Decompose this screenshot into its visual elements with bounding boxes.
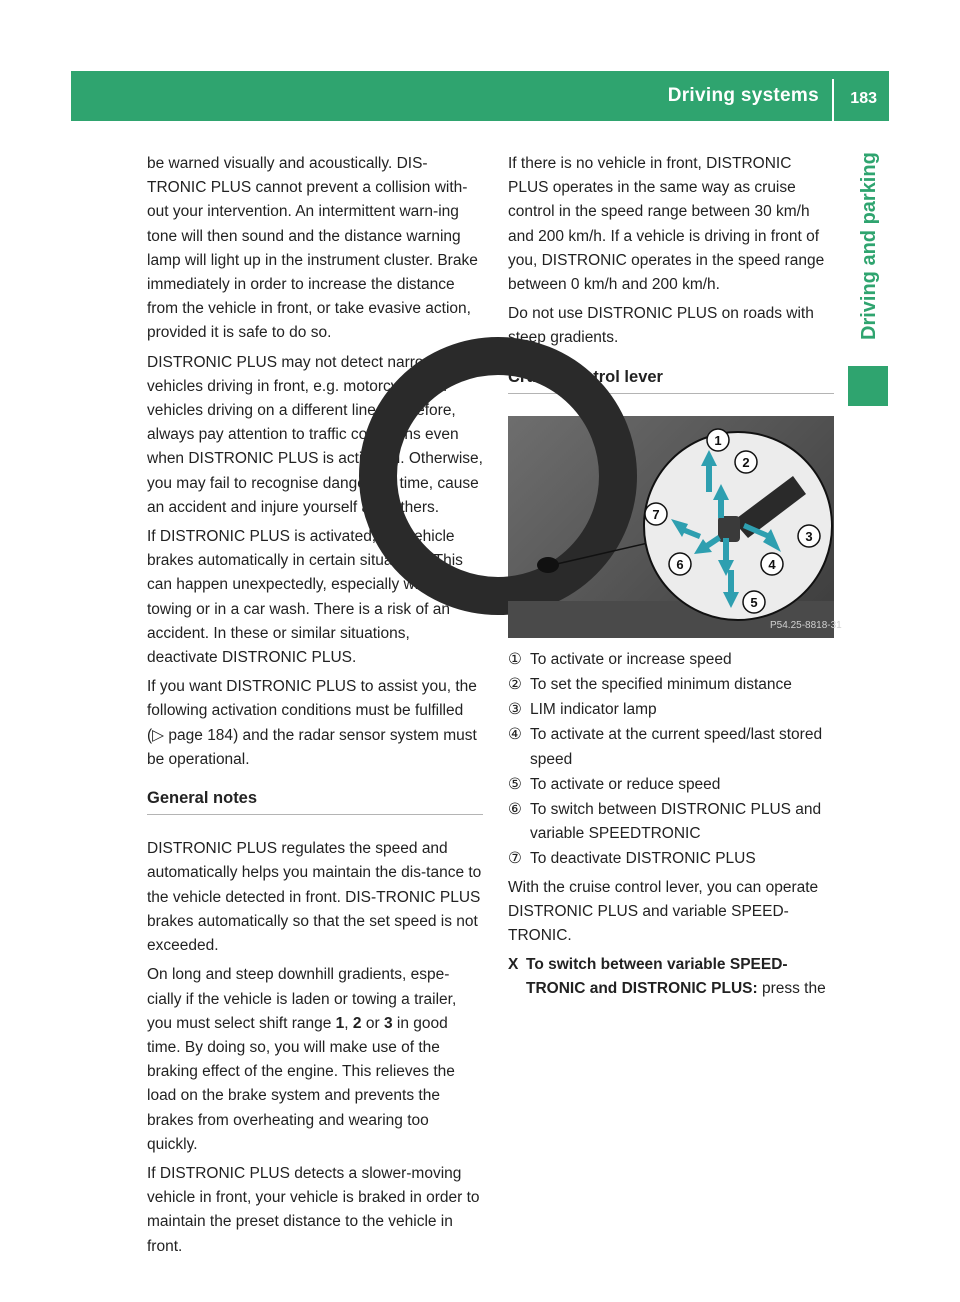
paragraph: On long and steep downhill gradients, espe-cially if the vehicle is laden or towing a trailer, you must select shift range 1, 2 or 3 in good time. By doing so, you will make use of the braking effect of the engine. This relieves the load on the brake system and prevents the brakes from overheating and wearing too quickly. [147,966,457,1153]
legend-item: ③ LIM indicator lamp [508,701,657,719]
marker-3-label: 3 [805,528,813,544]
arrow-right-icon: ▷ [152,726,165,744]
cruise-control-lever-figure [508,416,842,638]
legend-list [508,648,834,872]
paragraph: If you want DISTRONIC PLUS to assist you, the following activation conditions must be fulfilled (▷ page 184) and the radar sensor system must be operational. [147,678,477,768]
step-marker: X [508,956,519,974]
paragraph: DISTRONIC PLUS may not detect narrow vehicles driving in front, e.g. motorcycles, or vehicles driving on a different line. Therefore, always pay attention to traffic conditions even when DISTRONIC PLUS is activated. Otherwise, you may fail to recognise dangers in time, cause an accident and injure yourself and others. [147,353,483,516]
section-heading: General notes [147,786,483,815]
marker-7-label: 7 [652,506,660,522]
paragraph: Do not use DISTRONIC PLUS on roads with steep gradients. [508,305,814,347]
page-number: 183 [850,90,877,107]
paragraph: If DISTRONIC PLUS is activated, the vehicle brakes automatically in certain situations. This can happen unexpectedly, especially when towing or in a car wash. There is a risk of an accident. In these or similar situations, deactivate DISTRONIC PLUS. [147,528,463,667]
marker-1-label: 1 [714,432,722,448]
paragraph: If there is no vehicle in front, DISTRONIC PLUS operates in the same way as cruise control in the speed range between 30 km/h and 200 km/h. If a vehicle is driving in front of you, DISTRONIC operates in the speed range between 0 km/h and 200 km/h. [508,155,825,294]
legend-item: ⑦ To deactivate DISTRONIC PLUS [508,850,756,868]
legend-item: ① To activate or increase speed [508,650,732,668]
legend-item: ⑥ To switch between DISTRONIC PLUS and variable SPEEDTRONIC [508,801,822,843]
lever-thumbnail [537,557,559,573]
paragraph: With the cruise control lever, you can operate DISTRONIC PLUS and variable SPEED-TRONIC. [508,878,819,945]
marker-2-label: 2 [742,454,750,470]
legend-item: ④ To activate at the current speed/last stored speed [508,726,823,768]
marker-6-label: 6 [676,556,684,572]
figure-code: P54.25-8818-31 [770,619,842,631]
page-header [71,71,889,121]
section-heading: Cruise control lever [508,365,834,394]
legend-item: ② To set the specified minimum distance [508,676,792,694]
paragraph: be warned visually and acoustically. DIS-TRONIC PLUS cannot prevent a collision with-out your intervention. An intermittent warn-ing tone will then sound and the distance warning lamp will light up in the instrument cluster. Brake immediately in order to increase the distance from the vehicle in front, or take evasive action, provided it is safe to do so. [147,155,478,342]
left-column [147,152,483,1264]
instruction-step: X To switch between variable SPEED-TRONIC and DISTRONIC PLUS: press the [508,953,834,1001]
lever-illustration [508,416,842,638]
paragraph: If DISTRONIC PLUS detects a slower-moving vehicle in front, your vehicle is braked in order to maintain the preset distance to the vehicle in front. [147,1164,480,1255]
chapter-tab-label: Driving and parking [858,152,880,340]
marker-5-label: 5 [750,594,758,610]
marker-4-label: 4 [768,556,776,572]
chapter-tab-marker [848,366,888,406]
paragraph: DISTRONIC PLUS regulates the speed and automatically helps you maintain the dis-tance to the vehicle detected in front. DIS-TRONIC PLUS brakes automatically so that the set speed is not exceeded. [147,840,482,955]
right-column [508,152,842,1002]
page-ref-link[interactable]: ▷ page 184 [152,726,234,744]
section-title: Driving systems [667,85,819,106]
header-divider [832,79,834,121]
legend-item: ⑤ To activate or reduce speed [508,775,721,793]
